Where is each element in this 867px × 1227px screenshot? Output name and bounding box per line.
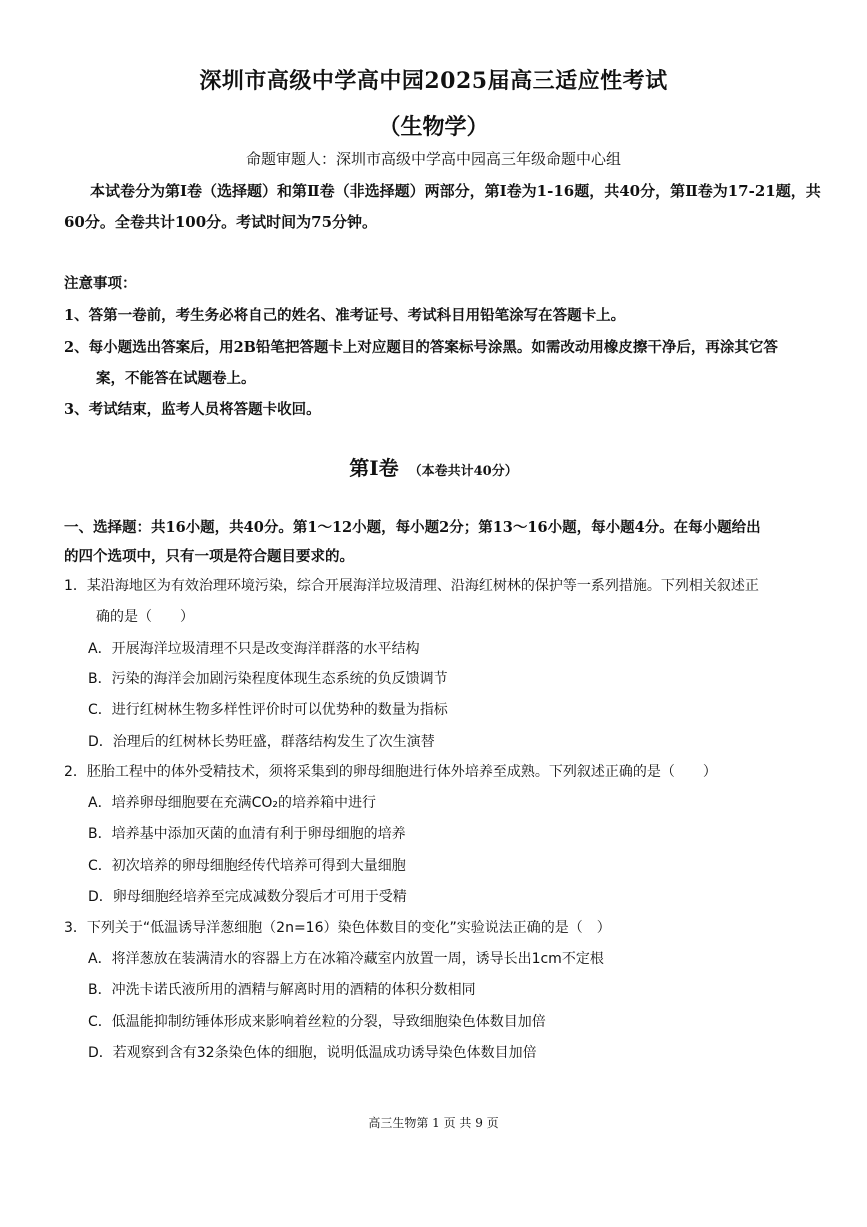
part1-instruction-1: 一、选择题：共16小题，共40分。第1～12小题，每小题2分；第13～16小题，每小题4分。在每小题给出 [64, 519, 761, 536]
exam-title: 深圳市高级中学高中园2025届高三适应性考试 [199, 68, 668, 94]
question-3-option-c: C．低温能抑制纺锤体形成来影响着丝粒的分裂，导致细胞染色体数目加倍 [88, 1014, 546, 1030]
question-3-stem: 3．下列关于“低温诱导洋葱细胞（2n=16）染色体数目的变化”实验说法正确的是（ ） [64, 920, 611, 936]
question-2-option-b: B．培养基中添加灭菌的血清有利于卵母细胞的培养 [88, 826, 406, 842]
intro-line-2: 60分。全卷共计100分。考试时间为75分钟。 [64, 213, 378, 231]
question-1-stem: 1．某沿海地区为有效治理环境污染，综合开展海洋垃圾清理、沿海红树林的保护等一系列措施。下列相关叙述正 [64, 578, 759, 594]
question-1-option-d: D．治理后的红树林长势旺盛，群落结构发生了次生演替 [88, 734, 435, 750]
question-3-option-d: D．若观察到含有32条染色体的细胞，说明低温成功诱导染色体数目加倍 [88, 1045, 537, 1061]
intro-line-1: 本试卷分为第Ⅰ卷（选择题）和第Ⅱ卷（非选择题）两部分，第Ⅰ卷为1-16题，共40分，第Ⅱ卷为17-21题，共 [90, 182, 821, 200]
section-note: （本卷共计40分） [408, 464, 518, 479]
question-1-option-c: C．进行红树林生物多样性评价时可以优势种的数量为指标 [88, 702, 448, 718]
notes-heading: 注意事项： [64, 275, 137, 292]
question-3-option-a: A．将洋葱放在装满清水的容器上方在冰箱冷藏室内放置一周，诱导长出1cm不定根 [88, 951, 604, 967]
part1-instruction-2: 的四个选项中，只有一项是符合题目要求的。 [64, 548, 354, 565]
question-2-option-a: A．培养卵母细胞要在充满CO₂的培养箱中进行 [88, 795, 376, 811]
page-footer: 高三生物第 1 页 共 9 页 [368, 1116, 499, 1130]
exam-subject: （生物学） [378, 114, 489, 140]
question-1-stem-cont: 确的是（ ） [96, 609, 194, 625]
question-2-option-c: C．初次培养的卵母细胞经传代培养可得到大量细胞 [88, 858, 406, 874]
note-item-1: 1、答第一卷前，考生务必将自己的姓名、准考证号、考试科目用铅笔涂写在答题卡上。 [64, 307, 626, 324]
note-item-2-cont: 案，不能答在试题卷上。 [96, 370, 256, 387]
note-item-2: 2、每小题选出答案后，用2B铅笔把答题卡上对应题目的答案标号涂黑。如需改动用橡皮擦干净后，再涂其它答 [64, 339, 778, 356]
question-2-stem: 2．胚胎工程中的体外受精技术，须将采集到的卵母细胞进行体外培养至成熟。下列叙述正确的是（ ） [64, 764, 717, 780]
section-heading [0, 452, 867, 481]
question-3-option-b: B．冲洗卡诺氏液所用的酒精与解离时用的酒精的体积分数相同 [88, 982, 476, 998]
exam-authors: 命题审题人：深圳市高级中学高中园高三年级命题中心组 [245, 150, 621, 168]
question-1-option-a: A．开展海洋垃圾清理不只是改变海洋群落的水平结构 [88, 641, 420, 657]
question-1-option-b: B．污染的海洋会加剧污染程度体现生态系统的负反馈调节 [88, 671, 448, 687]
question-2-option-d: D．卵母细胞经培养至完成减数分裂后才可用于受精 [88, 889, 407, 905]
note-item-3: 3、考试结束，监考人员将答题卡收回。 [64, 401, 321, 418]
section-title: 第Ⅰ卷 [349, 456, 399, 480]
